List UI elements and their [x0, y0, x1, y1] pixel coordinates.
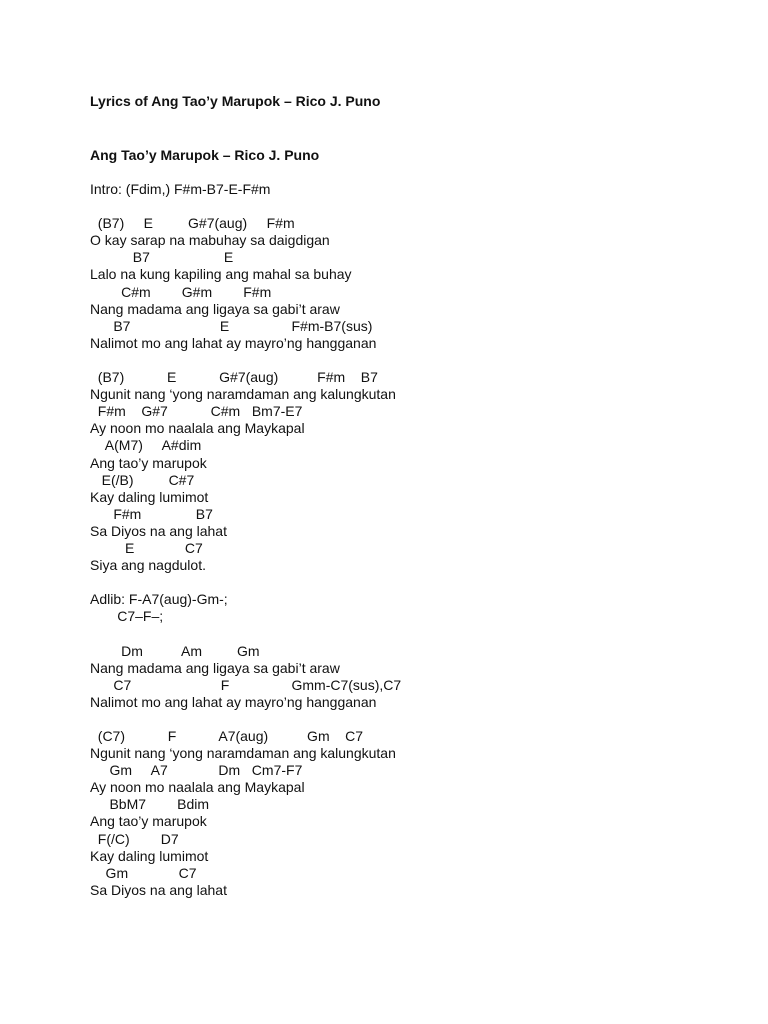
page-title: Lyrics of Ang Tao’y Marupok – Rico J. Puno [90, 93, 381, 109]
chord-line: BbM7 Bdim [90, 796, 210, 813]
lyric-line: Ay noon mo naalala ang Maykapal [90, 420, 305, 437]
blank-line [90, 711, 401, 728]
chord-line: A(M7) A#dim [90, 437, 202, 454]
lyric-line: Nalimot mo ang lahat ay mayro’ng hangganan [90, 334, 377, 351]
blank-line [90, 198, 401, 215]
lyric-line: Lalo na kung kapiling ang mahal sa buhay [90, 266, 352, 283]
lyric-line: Nang madama ang ligaya sa gabi’t araw [90, 659, 340, 676]
chord-line: B7 E [90, 249, 234, 266]
chord-line: E C7 [90, 539, 203, 556]
blank-line [90, 625, 401, 642]
lyric-line: O kay sarap na mabuhay sa daigdigan [90, 232, 330, 249]
lyric-line: Adlib: F-A7(aug)-Gm-; [90, 591, 228, 608]
chord-line: Gm A7 Dm Cm7-F7 [90, 762, 303, 779]
lyric-line: Ang tao’y marupok [90, 813, 207, 830]
chord-line: C7–F–; [90, 608, 164, 625]
chord-line: F#m B7 [90, 505, 213, 522]
lyric-line: Sa Diyos na ang lahat [90, 881, 227, 898]
lyric-line: Nalimot mo ang lahat ay mayro’ng hangganan [90, 693, 377, 710]
chord-line: E(/B) C#7 [90, 471, 195, 488]
lyric-line: Ngunit nang ‘yong naramdaman ang kalungkutan [90, 745, 396, 762]
blank-line [90, 574, 401, 591]
lyric-line: Kay daling lumimot [90, 488, 209, 505]
lyric-line: Intro: (Fdim,) F#m-B7-E-F#m [90, 181, 271, 197]
lyrics-body [90, 181, 401, 899]
lyric-line: Ngunit nang ‘yong naramdaman ang kalungkutan [90, 386, 396, 403]
lyric-line: Siya ang nagdulot. [90, 557, 206, 574]
chord-line: F(/C) D7 [90, 830, 179, 847]
chord-line: C#m G#m F#m [90, 283, 272, 300]
chord-line: (C7) F A7(aug) Gm C7 [90, 728, 364, 744]
chord-line: B7 E F#m-B7(sus) [90, 317, 373, 334]
lyric-line: Kay daling lumimot [90, 847, 209, 864]
chord-line: (B7) E G#7(aug) F#m [90, 215, 295, 232]
chord-line: Gm C7 [90, 864, 197, 881]
lyric-line: Sa Diyos na ang lahat [90, 522, 227, 539]
lyric-line: Ang tao’y marupok [90, 454, 207, 471]
chord-line: C7 F Gmm-C7(sus),C7 [90, 676, 402, 693]
chord-line: Dm Am Gm [90, 642, 260, 659]
chord-line: F#m G#7 C#m Bm7-E7 [90, 403, 303, 420]
lyric-line: Ay noon mo naalala ang Maykapal [90, 779, 305, 796]
lyric-line: Nang madama ang ligaya sa gabi’t araw [90, 300, 340, 317]
blank-line [90, 352, 401, 369]
chord-line: (B7) E G#7(aug) F#m B7 [90, 369, 378, 386]
song-title: Ang Tao’y Marupok – Rico J. Puno [90, 147, 320, 163]
